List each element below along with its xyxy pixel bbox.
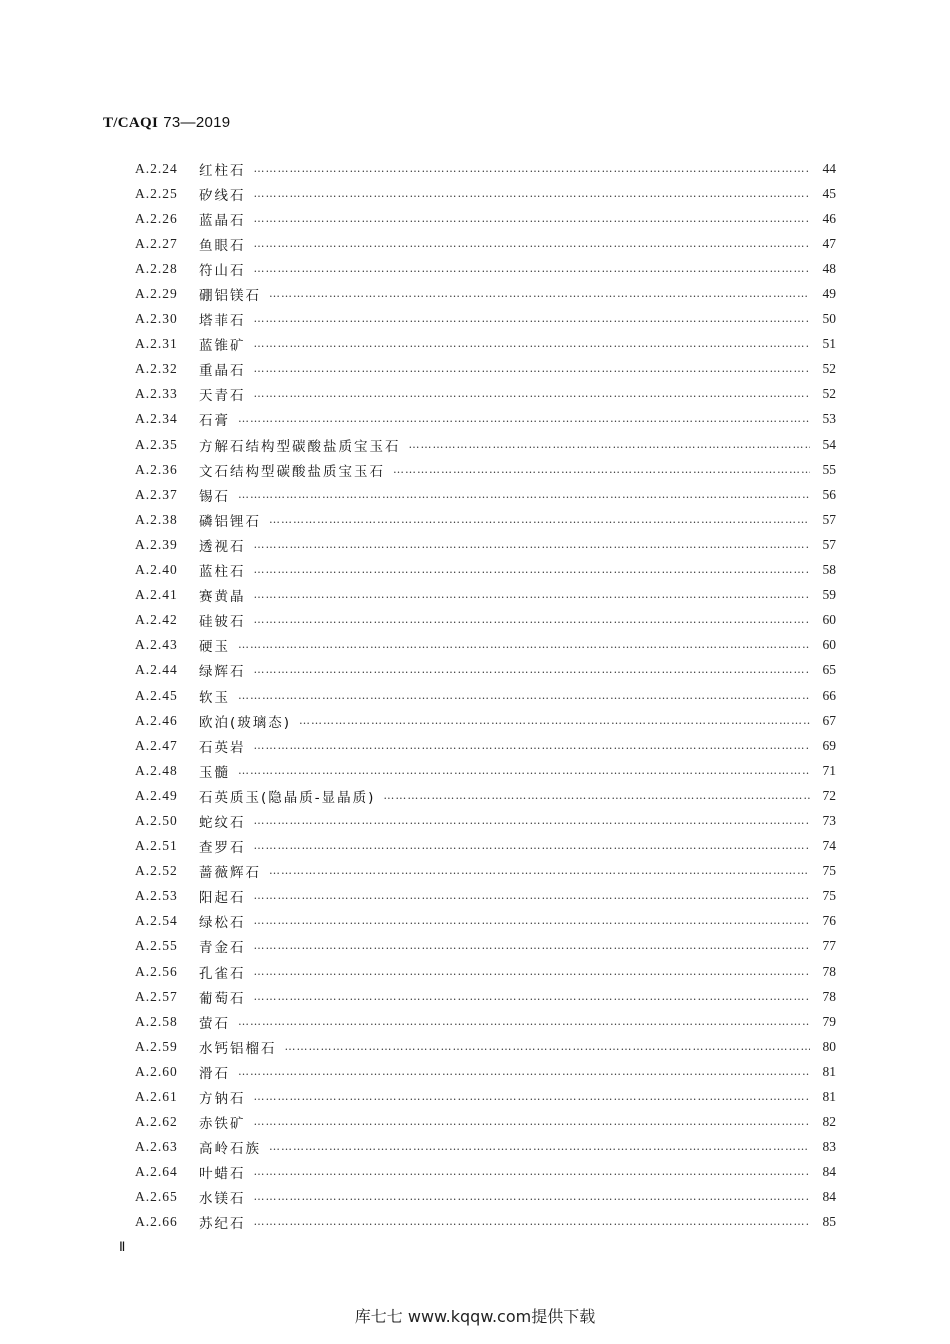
toc-entry-title: 硬玉 bbox=[199, 639, 230, 656]
toc-entry-number: A.2.40 bbox=[135, 562, 178, 578]
toc-entry[interactable] bbox=[135, 1110, 836, 1135]
toc-entry-page: 71 bbox=[822, 762, 836, 778]
toc-entry-page: 75 bbox=[822, 888, 836, 904]
toc-leader-dots bbox=[269, 865, 810, 877]
toc-leader-dots bbox=[238, 489, 810, 501]
toc-entry-page: 80 bbox=[822, 1038, 836, 1054]
toc-leader-dots bbox=[238, 1016, 810, 1028]
toc-entry-page: 78 bbox=[822, 963, 836, 979]
toc-entry[interactable] bbox=[135, 382, 836, 407]
toc-entry[interactable] bbox=[135, 307, 836, 332]
toc-entry[interactable] bbox=[135, 507, 836, 532]
table-of-contents bbox=[135, 156, 836, 1235]
toc-entry[interactable] bbox=[135, 1009, 836, 1034]
toc-entry-title: 赛黄晶 bbox=[199, 589, 246, 606]
toc-entry-page: 57 bbox=[822, 511, 836, 527]
toc-entry-title: 软玉 bbox=[199, 689, 230, 706]
toc-entry-page: 73 bbox=[822, 812, 836, 828]
toc-entry-number: A.2.56 bbox=[135, 963, 178, 979]
toc-entry[interactable] bbox=[135, 1210, 836, 1235]
toc-entry-page: 69 bbox=[822, 737, 836, 753]
toc-entry-title: 硅铍石 bbox=[199, 614, 246, 631]
toc-entry-title: 石英岩 bbox=[199, 739, 246, 756]
toc-entry[interactable] bbox=[135, 783, 836, 808]
toc-leader-dots bbox=[393, 464, 810, 476]
toc-leader-dots bbox=[269, 288, 810, 300]
toc-entry-number: A.2.26 bbox=[135, 210, 178, 226]
toc-entry-title: 玉髓 bbox=[199, 764, 230, 781]
toc-entry-title: 鱼眼石 bbox=[199, 237, 246, 254]
toc-entry-number: A.2.34 bbox=[135, 411, 178, 427]
toc-entry-title: 锡石 bbox=[199, 488, 230, 505]
toc-entry-page: 52 bbox=[822, 361, 836, 377]
toc-entry-title: 阳起石 bbox=[199, 890, 246, 907]
toc-entry-number: A.2.24 bbox=[135, 160, 178, 176]
toc-entry-number: A.2.59 bbox=[135, 1038, 178, 1054]
toc-entry-title: 高岭石族 bbox=[199, 1141, 261, 1158]
toc-entry-page: 54 bbox=[822, 436, 836, 452]
toc-leader-dots bbox=[254, 589, 811, 601]
toc-entry-page: 50 bbox=[822, 311, 836, 327]
toc-entry-title: 石膏 bbox=[199, 413, 230, 430]
toc-entry-number: A.2.29 bbox=[135, 286, 178, 302]
toc-entry-page: 47 bbox=[822, 235, 836, 251]
toc-entry-page: 58 bbox=[822, 562, 836, 578]
toc-leader-dots bbox=[254, 915, 811, 927]
toc-leader-dots bbox=[254, 213, 811, 225]
toc-leader-dots bbox=[254, 338, 811, 350]
toc-entry-page: 57 bbox=[822, 536, 836, 552]
toc-entry-page: 84 bbox=[822, 1189, 836, 1205]
toc-entry-number: A.2.63 bbox=[135, 1139, 178, 1155]
toc-entry-number: A.2.39 bbox=[135, 536, 178, 552]
toc-leader-dots bbox=[254, 163, 811, 175]
toc-entry-page: 65 bbox=[822, 662, 836, 678]
toc-entry-title: 红柱石 bbox=[199, 162, 246, 179]
toc-entry-number: A.2.52 bbox=[135, 863, 178, 879]
toc-entry-number: A.2.38 bbox=[135, 511, 178, 527]
toc-entry-page: 55 bbox=[822, 461, 836, 477]
toc-entry-title: 孔雀石 bbox=[199, 965, 246, 982]
toc-entry-number: A.2.51 bbox=[135, 838, 178, 854]
toc-leader-dots bbox=[254, 740, 811, 752]
toc-entry-title: 葡萄石 bbox=[199, 990, 246, 1007]
toc-entry-page: 82 bbox=[822, 1114, 836, 1130]
toc-entry-page: 84 bbox=[822, 1164, 836, 1180]
toc-entry-page: 74 bbox=[822, 838, 836, 854]
toc-entry-number: A.2.58 bbox=[135, 1013, 178, 1029]
toc-leader-dots bbox=[254, 1166, 811, 1178]
toc-leader-dots bbox=[238, 690, 810, 702]
toc-entry-number: A.2.57 bbox=[135, 988, 178, 1004]
toc-entry-number: A.2.46 bbox=[135, 712, 178, 728]
toc-entry-number: A.2.53 bbox=[135, 888, 178, 904]
toc-entry-page: 79 bbox=[822, 1013, 836, 1029]
toc-entry-number: A.2.41 bbox=[135, 587, 178, 603]
toc-leader-dots bbox=[383, 790, 810, 802]
toc-entry-number: A.2.27 bbox=[135, 235, 178, 251]
toc-entry[interactable] bbox=[135, 206, 836, 231]
toc-leader-dots bbox=[238, 639, 810, 651]
toc-entry-title: 叶蜡石 bbox=[199, 1166, 246, 1183]
toc-entry[interactable] bbox=[135, 156, 836, 181]
toc-entry-number: A.2.36 bbox=[135, 461, 178, 477]
toc-leader-dots bbox=[254, 539, 811, 551]
toc-leader-dots bbox=[238, 765, 810, 777]
toc-entry[interactable] bbox=[135, 834, 836, 859]
toc-leader-dots bbox=[254, 614, 811, 626]
toc-entry-page: 49 bbox=[822, 286, 836, 302]
toc-entry-number: A.2.48 bbox=[135, 762, 178, 778]
toc-entry-page: 59 bbox=[822, 587, 836, 603]
toc-leader-dots bbox=[254, 188, 811, 200]
toc-entry-page: 78 bbox=[822, 988, 836, 1004]
toc-entry-page: 76 bbox=[822, 913, 836, 929]
toc-entry-title: 绿辉石 bbox=[199, 664, 246, 681]
toc-entry-title: 欧泊(玻璃态) bbox=[199, 714, 292, 731]
toc-entry[interactable] bbox=[135, 1034, 836, 1059]
toc-entry[interactable] bbox=[135, 1185, 836, 1210]
toc-entry-page: 53 bbox=[822, 411, 836, 427]
toc-entry-number: A.2.49 bbox=[135, 787, 178, 803]
toc-entry-number: A.2.37 bbox=[135, 486, 178, 502]
toc-entry-number: A.2.50 bbox=[135, 812, 178, 828]
toc-leader-dots bbox=[409, 439, 811, 451]
toc-leader-dots bbox=[254, 815, 811, 827]
toc-entry-page: 46 bbox=[822, 210, 836, 226]
toc-entry-number: A.2.60 bbox=[135, 1063, 178, 1079]
toc-entry[interactable] bbox=[135, 708, 836, 733]
toc-entry-number: A.2.33 bbox=[135, 386, 178, 402]
toc-leader-dots bbox=[254, 991, 811, 1003]
toc-entry-title: 水钙铝榴石 bbox=[199, 1040, 277, 1057]
toc-leader-dots bbox=[254, 966, 811, 978]
toc-leader-dots bbox=[254, 363, 811, 375]
toc-entry-title: 蛇纹石 bbox=[199, 814, 246, 831]
toc-entry-title: 蓝晶石 bbox=[199, 212, 246, 229]
toc-entry-number: A.2.30 bbox=[135, 311, 178, 327]
toc-entry[interactable] bbox=[135, 683, 836, 708]
toc-entry-number: A.2.55 bbox=[135, 938, 178, 954]
toc-entry-title: 方钠石 bbox=[199, 1091, 246, 1108]
toc-entry-page: 60 bbox=[822, 612, 836, 628]
toc-entry-number: A.2.44 bbox=[135, 662, 178, 678]
toc-entry-title: 符山石 bbox=[199, 262, 246, 279]
toc-entry-title: 石英质玉(隐晶质-显晶质) bbox=[199, 789, 376, 806]
toc-entry-page: 75 bbox=[822, 863, 836, 879]
toc-leader-dots bbox=[254, 1091, 811, 1103]
toc-entry-number: A.2.31 bbox=[135, 336, 178, 352]
toc-entry-title: 水镁石 bbox=[199, 1191, 246, 1208]
document-header bbox=[103, 113, 230, 132]
toc-entry-title: 绿松石 bbox=[199, 915, 246, 932]
toc-entry[interactable] bbox=[135, 332, 836, 357]
toc-entry[interactable] bbox=[135, 909, 836, 934]
toc-entry-number: A.2.45 bbox=[135, 687, 178, 703]
page-number: Ⅱ bbox=[119, 1239, 126, 1254]
toc-entry[interactable] bbox=[135, 934, 836, 959]
standard-prefix: T/CAQI bbox=[103, 115, 159, 131]
toc-entry-page: 81 bbox=[822, 1089, 836, 1105]
toc-leader-dots bbox=[254, 890, 811, 902]
toc-entry-page: 66 bbox=[822, 687, 836, 703]
toc-entry-page: 56 bbox=[822, 486, 836, 502]
toc-entry[interactable] bbox=[135, 1059, 836, 1084]
toc-leader-dots bbox=[285, 1041, 811, 1053]
toc-entry[interactable] bbox=[135, 1135, 836, 1160]
toc-entry-number: A.2.61 bbox=[135, 1089, 178, 1105]
toc-entry[interactable] bbox=[135, 658, 836, 683]
toc-leader-dots bbox=[269, 1141, 810, 1153]
toc-entry-number: A.2.64 bbox=[135, 1164, 178, 1180]
toc-entry-title: 滑石 bbox=[199, 1065, 230, 1082]
toc-leader-dots bbox=[254, 1191, 811, 1203]
toc-entry[interactable] bbox=[135, 231, 836, 256]
footer-watermark: 库七七 www.kqqw.com提供下载 bbox=[354, 1307, 596, 1326]
toc-leader-dots bbox=[238, 1066, 810, 1078]
toc-entry-page: 60 bbox=[822, 637, 836, 653]
toc-entry[interactable] bbox=[135, 959, 836, 984]
toc-leader-dots bbox=[254, 940, 811, 952]
toc-entry-title: 蓝锥矿 bbox=[199, 338, 246, 355]
toc-entry-number: A.2.43 bbox=[135, 637, 178, 653]
toc-entry[interactable] bbox=[135, 1160, 836, 1185]
toc-entry[interactable] bbox=[135, 808, 836, 833]
toc-leader-dots bbox=[238, 413, 810, 425]
toc-entry-title: 萤石 bbox=[199, 1015, 230, 1032]
toc-entry-page: 85 bbox=[822, 1214, 836, 1230]
toc-entry[interactable] bbox=[135, 733, 836, 758]
toc-leader-dots bbox=[254, 313, 811, 325]
toc-entry-title: 透视石 bbox=[199, 538, 246, 555]
toc-entry-number: A.2.66 bbox=[135, 1214, 178, 1230]
toc-entry-title: 查罗石 bbox=[199, 840, 246, 857]
toc-entry-number: A.2.54 bbox=[135, 913, 178, 929]
toc-leader-dots bbox=[254, 263, 811, 275]
toc-leader-dots bbox=[254, 840, 811, 852]
toc-entry-title: 蓝柱石 bbox=[199, 564, 246, 581]
toc-entry[interactable] bbox=[135, 984, 836, 1009]
toc-entry-number: A.2.28 bbox=[135, 260, 178, 276]
toc-entry[interactable] bbox=[135, 357, 836, 382]
toc-entry-page: 83 bbox=[822, 1139, 836, 1155]
toc-entry-page: 52 bbox=[822, 386, 836, 402]
toc-entry-number: A.2.25 bbox=[135, 185, 178, 201]
toc-entry-number: A.2.62 bbox=[135, 1114, 178, 1130]
toc-entry[interactable] bbox=[135, 457, 836, 482]
toc-entry-title: 天青石 bbox=[199, 388, 246, 405]
toc-leader-dots bbox=[254, 238, 811, 250]
toc-entry[interactable] bbox=[135, 583, 836, 608]
toc-entry[interactable] bbox=[135, 859, 836, 884]
toc-leader-dots bbox=[254, 1116, 811, 1128]
toc-entry[interactable] bbox=[135, 407, 836, 432]
toc-entry-number: A.2.35 bbox=[135, 436, 178, 452]
toc-entry-page: 51 bbox=[822, 336, 836, 352]
toc-entry-number: A.2.32 bbox=[135, 361, 178, 377]
toc-entry-title: 苏纪石 bbox=[199, 1216, 246, 1233]
toc-entry-number: A.2.65 bbox=[135, 1189, 178, 1205]
toc-entry[interactable] bbox=[135, 633, 836, 658]
toc-leader-dots bbox=[254, 1216, 811, 1228]
toc-entry-title: 方解石结构型碳酸盐质宝玉石 bbox=[199, 438, 401, 455]
toc-entry-title: 矽线石 bbox=[199, 187, 246, 204]
toc-entry-title: 硼铝镁石 bbox=[199, 288, 261, 305]
toc-entry[interactable] bbox=[135, 281, 836, 306]
toc-entry-page: 81 bbox=[822, 1063, 836, 1079]
standard-number: 73—2019 bbox=[163, 114, 231, 131]
toc-entry-number: A.2.42 bbox=[135, 612, 178, 628]
toc-entry[interactable] bbox=[135, 758, 836, 783]
toc-entry[interactable] bbox=[135, 884, 836, 909]
toc-entry[interactable] bbox=[135, 432, 836, 457]
toc-leader-dots bbox=[299, 715, 810, 727]
toc-entry-title: 青金石 bbox=[199, 940, 246, 957]
toc-entry-number: A.2.47 bbox=[135, 737, 178, 753]
toc-entry[interactable] bbox=[135, 608, 836, 633]
toc-entry[interactable] bbox=[135, 1084, 836, 1109]
toc-entry[interactable] bbox=[135, 558, 836, 583]
toc-entry[interactable] bbox=[135, 256, 836, 281]
toc-entry-page: 67 bbox=[822, 712, 836, 728]
toc-entry-page: 77 bbox=[822, 938, 836, 954]
toc-entry-page: 45 bbox=[822, 185, 836, 201]
toc-entry-title: 磷铝锂石 bbox=[199, 513, 261, 530]
toc-leader-dots bbox=[254, 664, 811, 676]
toc-entry-page: 72 bbox=[822, 787, 836, 803]
toc-entry-title: 重晶石 bbox=[199, 363, 246, 380]
toc-entry[interactable] bbox=[135, 482, 836, 507]
toc-entry-title: 赤铁矿 bbox=[199, 1116, 246, 1133]
toc-entry-title: 塔菲石 bbox=[199, 313, 246, 330]
toc-entry-page: 48 bbox=[822, 260, 836, 276]
toc-entry[interactable] bbox=[135, 532, 836, 557]
toc-entry-page: 44 bbox=[822, 160, 836, 176]
toc-leader-dots bbox=[269, 514, 810, 526]
toc-entry[interactable] bbox=[135, 181, 836, 206]
toc-entry-title: 蔷薇辉石 bbox=[199, 865, 261, 882]
toc-leader-dots bbox=[254, 564, 811, 576]
toc-leader-dots bbox=[254, 388, 811, 400]
toc-entry-title: 文石结构型碳酸盐质宝玉石 bbox=[199, 463, 385, 480]
